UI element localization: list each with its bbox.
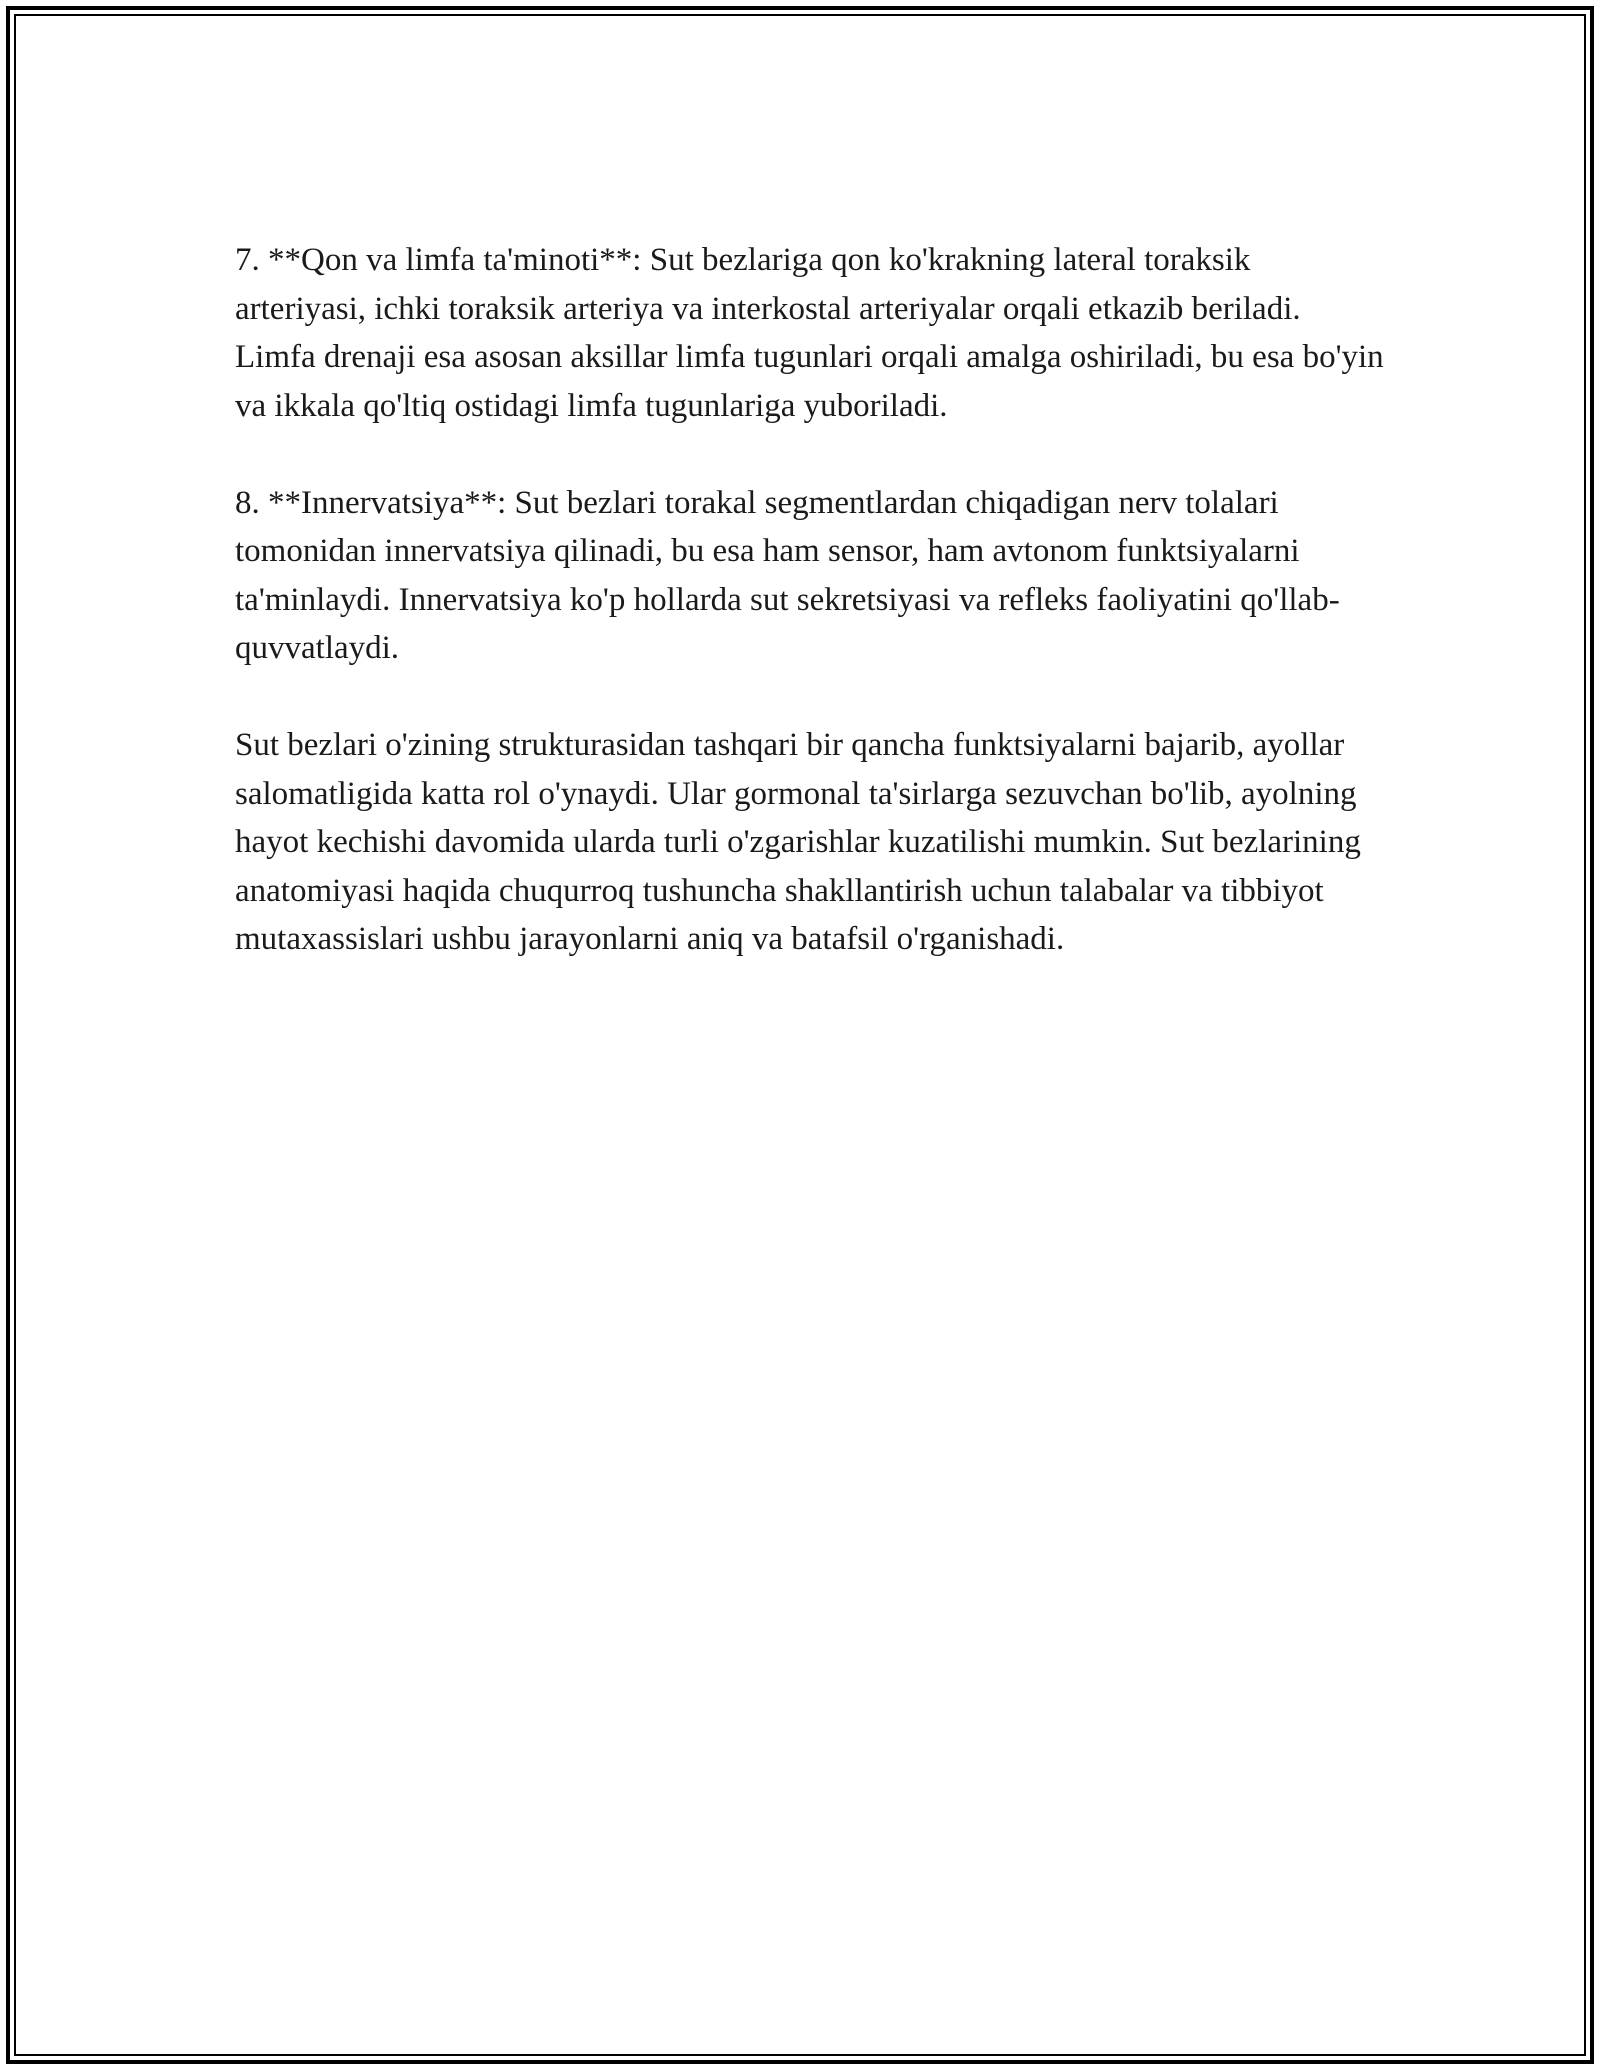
- paragraph-blood-lymph-supply: 7. **Qon va limfa ta'minoti**: Sut bezlariga qon ko'krakning lateral toraksik arteriyasi, ichki toraksik arteriya va interkostal arteriyalar orqali etkazib beriladi. Limfa drenaji esa asosan aksillar limfa tugunlari orqali amalga oshiriladi, bu esa bo'yin va ikkala qo'ltiq ostidagi limfa tugunlariga yuboriladi.: [235, 242, 1384, 424]
- paragraph-conclusion: Sut bezlari o'zining strukturasidan tashqari bir qancha funktsiyalarni bajarib, ayollar salomatligida katta rol o'ynaydi. Ular gormonal ta'sirlarga sezuvchan bo'lib, ayolning hayot kechishi davomida ularda turli o'zgarishlar kuzatilishi mumkin. Sut bezlarining anatomiyasi haqida chuqurroq tushuncha shakllantirish uchun talabalar va tibbiyot mutaxassislari ushbu jarayonlarni aniq va batafsil o'rganishadi.: [235, 727, 1361, 957]
- paragraph-innervation: 8. **Innervatsiya**: Sut bezlari torakal segmentlardan chiqadigan nerv tolalari tomonidan innervatsiya qilinadi, bu esa ham sensor, ham avtonom funktsiyalarni ta'minlaydi. Innervatsiya ko'p hollarda sut sekretsiyasi va refleks faoliyatini qo'llab-quvvatlaydi.: [235, 484, 1340, 666]
- document-body: [235, 236, 1385, 1012]
